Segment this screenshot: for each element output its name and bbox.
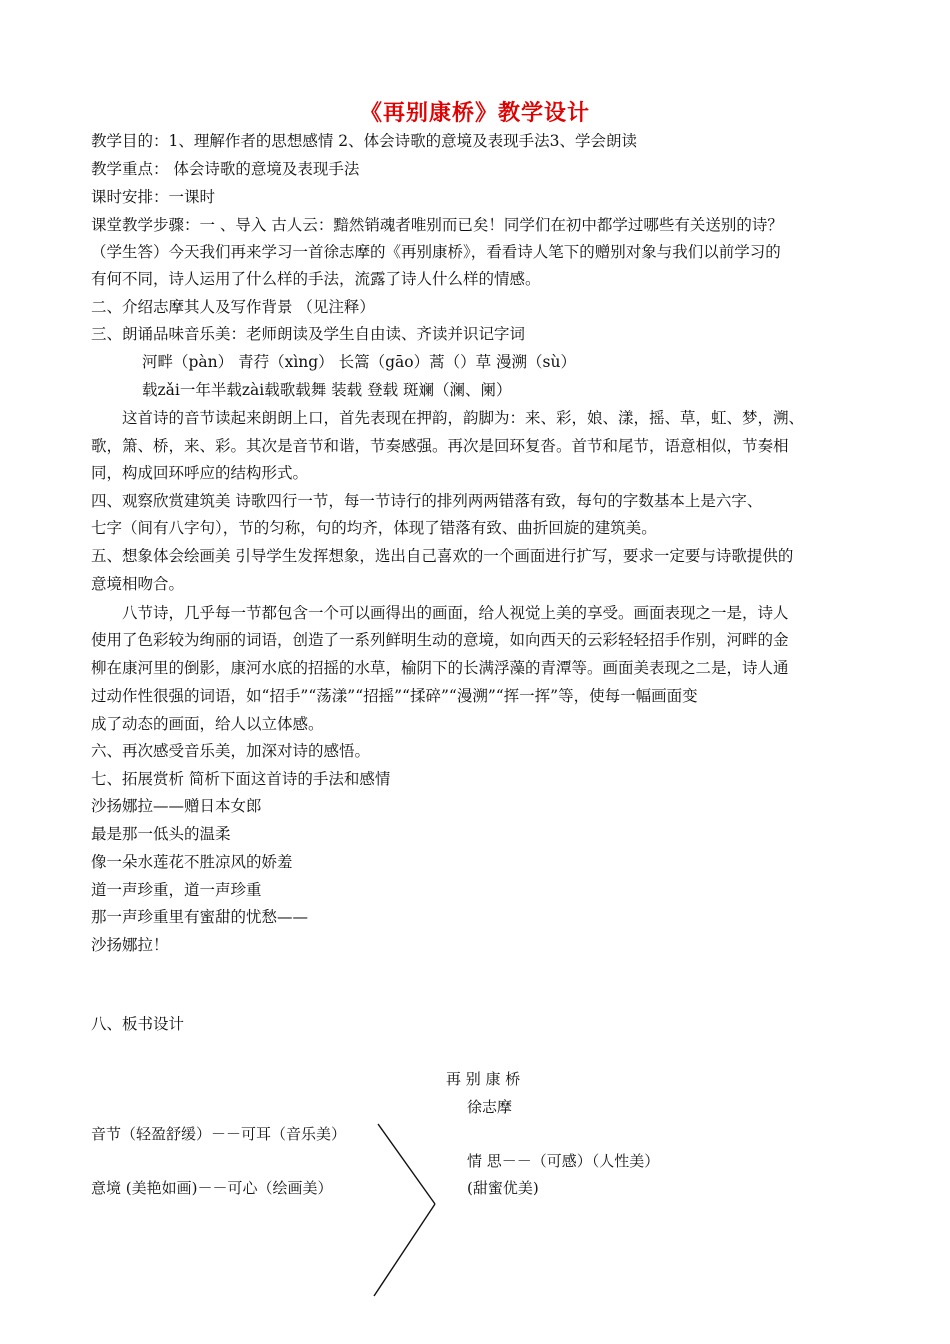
class-schedule: 课时安排：一课时 (91, 188, 216, 206)
brace-upper-line (378, 1124, 435, 1204)
section-5-cont: 意境相吻合。 (91, 575, 185, 593)
board-right-emotion: 情 思－－（可感）（人性美） (467, 1152, 660, 1170)
section-4: 四、观察欣赏建筑美 诗歌四行一节，每一节诗行的排列两两错落有致，每句的字数基本上是六字、 (91, 492, 763, 510)
section-3: 三、朗诵品味音乐美：老师朗读及学生自由读、齐读并识记字词 (91, 325, 526, 343)
poem-line: 最是那一低头的温柔 (91, 825, 231, 843)
board-right-sweet: (甜蜜优美) (467, 1179, 539, 1197)
board-left-music: 音节（轻盈舒缓）－－可耳（音乐美） (91, 1125, 347, 1143)
teaching-goals: 教学目的：1、理解作者的思想感情 2、体会诗歌的意境及表现手法3、学会朗读 (91, 132, 638, 150)
board-brace-lines (360, 1120, 450, 1300)
poem-line: 像一朵水莲花不胜凉风的娇羞 (91, 853, 293, 871)
section-2: 二、介绍志摩其人及写作背景 （见注释） (91, 298, 375, 316)
poem-line: 道一声珍重，道一声珍重 (91, 881, 262, 899)
music-paragraph-cont: 歌，箫、桥，来、彩。其次是音节和谐，节奏感强。再次是回环复沓。首节和尾节，语意相似，节奏相 (91, 437, 789, 455)
poem-line: 那一声珍重里有蜜甜的忧愁—— (91, 908, 309, 926)
steps-intro-cont: （学生答）今天我们再来学习一首徐志摩的《再别康桥》，看看诗人笔下的赠别对象与我们以前学习的 (91, 243, 781, 261)
painting-paragraph-cont: 成了动态的画面，给人以立体感。 (91, 715, 324, 733)
painting-paragraph-cont: 柳在康河里的倒影，康河水底的招摇的水草，榆阴下的长满浮藻的青潭等。画面美表现之二是，诗人通 (91, 659, 789, 677)
section-8: 八、板书设计 (91, 1015, 185, 1033)
music-paragraph-cont: 同，构成回环呼应的结构形式。 (91, 464, 309, 482)
vocab-line-2: 载zǎi一年半载zài载歌载舞 装载 登载 斑斓（澜、阑） (142, 381, 512, 399)
painting-paragraph-cont: 使用了色彩较为绚丽的词语，创造了一系列鲜明生动的意境，如向西天的云彩轻轻招手作别，河畔的金 (91, 631, 789, 649)
board-left-painting: 意境 (美艳如画)－－可心（绘画美） (91, 1179, 333, 1197)
steps-intro-cont: 有何不同，诗人运用了什么样的手法，流露了诗人什么样的情感。 (91, 270, 541, 288)
section-5: 五、想象体会绘画美 引导学生发挥想象，选出自己喜欢的一个画面进行扩写，要求一定要与诗歌提供的 (91, 547, 794, 565)
steps-intro: 课堂教学步骤：一 、导入 古人云：黯然销魂者唯别而已矣！同学们在初中都学过哪些有关送别的诗？ (91, 216, 783, 234)
painting-paragraph-cont: 过动作性很强的词语，如“招手”“荡漾”“招摇”“揉碎”“漫溯”“挥一挥”等，使每一幅画面变 (91, 687, 698, 705)
section-6: 六、再次感受音乐美，加深对诗的感悟。 (91, 742, 371, 760)
vocab-line-1: 河畔（pàn） 青荇（xìng） 长篙（gāo）蒿（）草 漫溯（sù） (142, 353, 576, 371)
section-4-cont: 七字（间有八字句），节的匀称，句的均齐，体现了错落有致、曲折回旋的建筑美。 (91, 519, 657, 537)
brace-lower-line (374, 1204, 435, 1296)
document-title: 《再别康桥》教学设计 (359, 100, 590, 126)
teaching-focus: 教学重点： 体会诗歌的意境及表现手法 (91, 160, 360, 178)
poem-title: 沙扬娜拉——赠日本女郎 (91, 797, 262, 815)
section-7: 七、拓展赏析 简析下面这首诗的手法和感情 (91, 770, 391, 788)
painting-paragraph: 八节诗，几乎每一节都包含一个可以画得出的画面，给人视觉上美的享受。画面表现之一是，诗人 (122, 604, 789, 622)
music-paragraph: 这首诗的音节读起来朗朗上口，首先表现在押韵，韵脚为：来、彩，娘、漾，摇、草，虹、梦，溯、 (122, 409, 805, 427)
poem-line: 沙扬娜拉！ (91, 936, 169, 954)
board-title: 再 别 康 桥 (446, 1070, 521, 1088)
board-author: 徐志摩 (467, 1098, 513, 1116)
